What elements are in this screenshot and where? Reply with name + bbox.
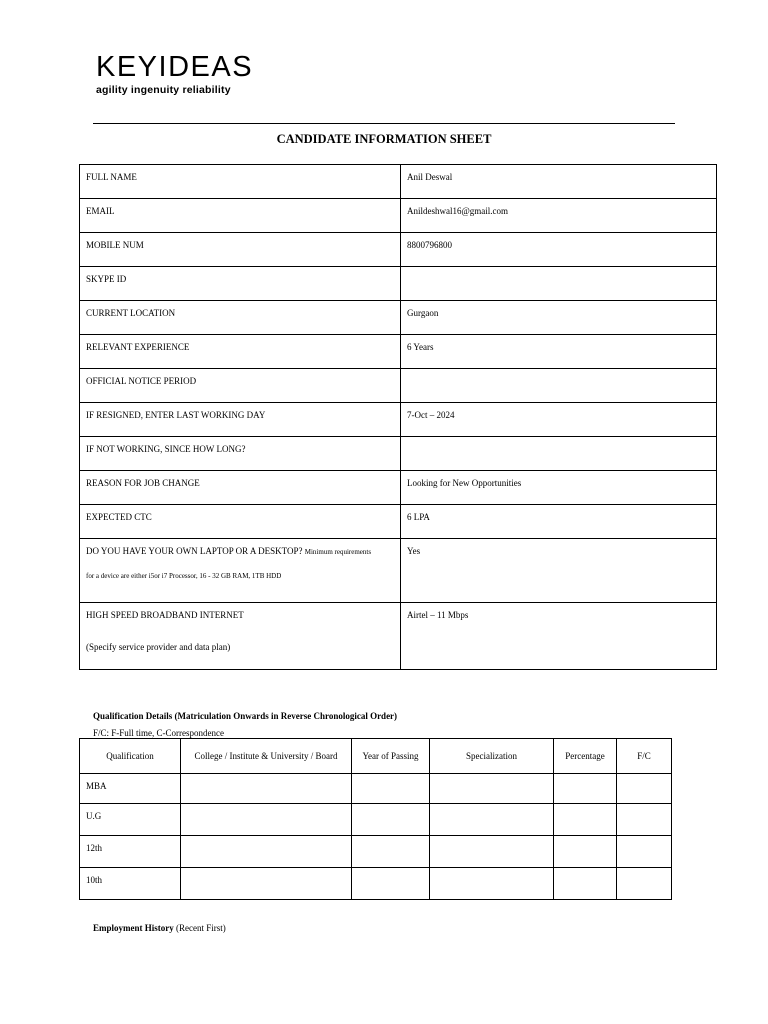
col-header-specialization: Specialization bbox=[430, 739, 554, 774]
info-row-expected-ctc bbox=[80, 505, 717, 539]
qualification-cell[interactable] bbox=[554, 804, 617, 836]
info-label: FULL NAME bbox=[80, 165, 401, 199]
qualification-row bbox=[80, 804, 672, 836]
col-header-college: College / Institute & University / Board bbox=[181, 739, 352, 774]
info-value[interactable]: 6 LPA bbox=[401, 505, 717, 539]
logo-wordmark: KEYIDEAS bbox=[96, 51, 254, 83]
company-logo bbox=[96, 52, 253, 96]
qualification-note: F/C: F-Full time, C-Correspondence bbox=[93, 728, 224, 738]
info-value[interactable] bbox=[401, 369, 717, 403]
info-value[interactable]: Anil Deswal bbox=[401, 165, 717, 199]
info-value[interactable]: 6 Years bbox=[401, 335, 717, 369]
broadband-sublabel: (Specify service provider and data plan) bbox=[86, 642, 231, 652]
qualification-cell[interactable] bbox=[352, 868, 430, 900]
col-header-year: Year of Passing bbox=[352, 739, 430, 774]
info-label: OFFICIAL NOTICE PERIOD bbox=[80, 369, 401, 403]
qualification-row bbox=[80, 868, 672, 900]
qualification-name: MBA bbox=[80, 774, 181, 804]
info-row-not-working bbox=[80, 437, 717, 471]
info-label: IF RESIGNED, ENTER LAST WORKING DAY bbox=[80, 403, 401, 437]
qualification-cell[interactable] bbox=[181, 836, 352, 868]
qualification-cell[interactable] bbox=[430, 836, 554, 868]
info-label-broadband bbox=[80, 603, 401, 670]
qualification-table bbox=[79, 738, 672, 900]
col-header-fc: F/C bbox=[617, 739, 672, 774]
col-header-qualification: Qualification bbox=[80, 739, 181, 774]
info-label-laptop bbox=[80, 539, 401, 603]
info-value[interactable] bbox=[401, 437, 717, 471]
page-title: CANDIDATE INFORMATION SHEET bbox=[276, 132, 492, 146]
qualification-cell[interactable] bbox=[352, 774, 430, 804]
info-label: SKYPE ID bbox=[80, 267, 401, 301]
info-row-mobile bbox=[80, 233, 717, 267]
qualification-cell[interactable] bbox=[617, 804, 672, 836]
qualification-name: U.G bbox=[80, 804, 181, 836]
info-label: MOBILE NUM bbox=[80, 233, 401, 267]
info-value[interactable] bbox=[401, 267, 717, 301]
qualification-header-row bbox=[80, 739, 672, 774]
qualification-cell[interactable] bbox=[554, 774, 617, 804]
qualification-name: 10th bbox=[80, 868, 181, 900]
info-value[interactable]: Airtel – 11 Mbps bbox=[401, 603, 717, 670]
info-label: EXPECTED CTC bbox=[80, 505, 401, 539]
qualification-row bbox=[80, 774, 672, 804]
info-label: EMAIL bbox=[80, 199, 401, 233]
qualification-cell[interactable] bbox=[430, 868, 554, 900]
qualification-cell[interactable] bbox=[352, 836, 430, 868]
qualification-cell[interactable] bbox=[352, 804, 430, 836]
qualification-cell[interactable] bbox=[430, 774, 554, 804]
qualification-cell[interactable] bbox=[430, 804, 554, 836]
qualification-title: Qualification Details (Matriculation Onwards in Reverse Chronological Order) bbox=[93, 711, 398, 721]
qualification-cell[interactable] bbox=[181, 804, 352, 836]
qualification-cell[interactable] bbox=[617, 836, 672, 868]
col-header-percentage: Percentage bbox=[554, 739, 617, 774]
info-label: IF NOT WORKING, SINCE HOW LONG? bbox=[80, 437, 401, 471]
info-row-reason bbox=[80, 471, 717, 505]
employment-title: Employment History bbox=[93, 923, 174, 933]
info-row-skype bbox=[80, 267, 717, 301]
info-row-notice-period bbox=[80, 369, 717, 403]
info-row-location bbox=[80, 301, 717, 335]
info-row-full-name bbox=[80, 165, 717, 199]
info-value[interactable]: 8800796800 bbox=[401, 233, 717, 267]
employment-note: (Recent First) bbox=[176, 923, 226, 933]
info-row-last-working-day bbox=[80, 403, 717, 437]
qualification-cell[interactable] bbox=[181, 774, 352, 804]
info-label: RELEVANT EXPERIENCE bbox=[80, 335, 401, 369]
laptop-requirements-detail: for a device are either i5or i7 Processor, 16 - 32 GB RAM, 1TB HDD bbox=[86, 572, 282, 580]
header-divider bbox=[93, 123, 675, 124]
info-value[interactable]: Anildeshwal16@gmail.com bbox=[401, 199, 717, 233]
info-value[interactable]: Yes bbox=[401, 539, 717, 603]
info-row-experience bbox=[80, 335, 717, 369]
info-row-email bbox=[80, 199, 717, 233]
info-value[interactable]: Looking for New Opportunities bbox=[401, 471, 717, 505]
qualification-cell[interactable] bbox=[617, 868, 672, 900]
qualification-cell[interactable] bbox=[617, 774, 672, 804]
qualification-name: 12th bbox=[80, 836, 181, 868]
laptop-question: DO YOU HAVE YOUR OWN LAPTOP OR A DESKTOP? bbox=[86, 546, 303, 556]
info-row-laptop bbox=[80, 539, 717, 603]
info-value[interactable]: 7-Oct – 2024 bbox=[401, 403, 717, 437]
laptop-requirements-note: Minimum requirements bbox=[304, 548, 372, 556]
qualification-row bbox=[80, 836, 672, 868]
info-row-broadband bbox=[80, 603, 717, 670]
info-label: REASON FOR JOB CHANGE bbox=[80, 471, 401, 505]
broadband-label: HIGH SPEED BROADBAND INTERNET bbox=[86, 610, 244, 620]
candidate-info-table bbox=[79, 164, 717, 670]
qualification-cell[interactable] bbox=[554, 868, 617, 900]
qualification-cell[interactable] bbox=[554, 836, 617, 868]
info-label: CURRENT LOCATION bbox=[80, 301, 401, 335]
qualification-cell[interactable] bbox=[181, 868, 352, 900]
info-value[interactable]: Gurgaon bbox=[401, 301, 717, 335]
employment-history-heading bbox=[93, 923, 226, 933]
logo-tagline: agility ingenuity reliability bbox=[96, 84, 231, 96]
